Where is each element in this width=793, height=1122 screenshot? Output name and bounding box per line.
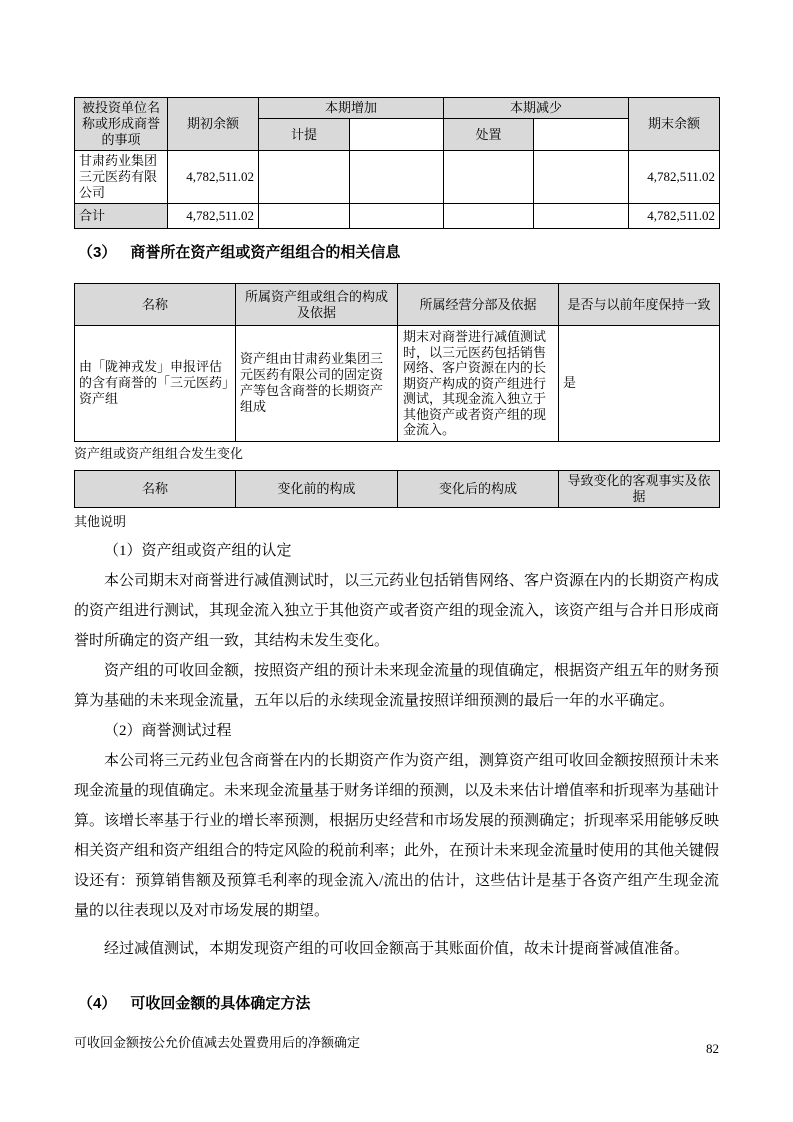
cell-total-closing-balance: 4,782,511.02 — [629, 204, 720, 229]
cell-total-label: 合计 — [75, 204, 168, 229]
col-header-decrease-other — [534, 119, 629, 151]
change-note: 资产组或资产组组合发生变化 — [74, 445, 244, 461]
col-header-composition: 所属资产组或组合的构成及依据 — [236, 284, 398, 326]
col-header-current-increase: 本期增加 — [259, 98, 444, 119]
cell-disposal — [444, 151, 534, 204]
col-header-opening-balance: 期初余额 — [168, 98, 259, 151]
paragraph-goodwill-test-process: 本公司将三元药业包含商誉在内的长期资产作为资产组，测算资产组可收回金额按照预计未来现金流量的现值确定。未来现金流量基于财务详细的预测，以及未来估计增值率和折现率为基础计算。该增长率基于行业的增长率预测，根据历史经营和市场发展的预测确定；折现率采用能够反映相关资产组和资产组组合的特定风险的税前利率；此外，在预计未来现金流量时使用的其他关键假设还有：预算销售额及预算毛利率的现金流入/流出的估计，这些估计是基于各资产组产生现金流量的以往表现以及对市场发展的期望。 — [74, 752, 720, 919]
section-4-title: 可收回金额的具体确定方法 — [130, 994, 311, 1012]
table-header-row-1 — [75, 98, 720, 119]
cell-provision — [259, 151, 350, 204]
table-row — [75, 151, 720, 204]
cell-opening-balance: 4,782,511.02 — [168, 151, 259, 204]
section-3-number: （3） — [78, 244, 117, 261]
sub-heading-2: （2）商誉测试过程 — [104, 722, 232, 739]
goodwill-movement-table — [74, 97, 720, 229]
col-header-before-change: 变化前的构成 — [236, 470, 398, 507]
table-row — [75, 326, 720, 442]
sub-heading-1: （1）资产组或资产组的认定 — [104, 542, 292, 559]
cell-total-decrease-other — [534, 204, 629, 229]
col-header-increase-other — [350, 119, 444, 151]
cell-total-disposal — [444, 204, 534, 229]
col-header-closing-balance: 期末余额 — [629, 98, 720, 151]
cell-decrease-other — [534, 151, 629, 204]
cell-total-opening-balance: 4,782,511.02 — [168, 204, 259, 229]
cell-closing-balance: 4,782,511.02 — [629, 151, 720, 204]
cell-total-provision — [259, 204, 350, 229]
col-header-change-name: 名称 — [75, 470, 236, 507]
col-header-change-reason: 导致变化的客观事实及依据 — [559, 470, 720, 507]
col-header-consistent: 是否与以前年度保持一致 — [559, 284, 720, 326]
paragraph-asset-group-identification-2: 资产组的可收回金额，按照资产组的预计未来现金流量的现值确定，根据资产组五年的财务预算为基础的未来现金流量，五年以后的永续现金流量按照详细预测的最后一年的水平确定。 — [74, 662, 720, 709]
paragraph-impairment-conclusion: 经过减值测试，本期发现资产组的可收回金额高于其账面价值，故未计提商誉减值准备。 — [104, 940, 690, 957]
cell-total-increase-other — [350, 204, 444, 229]
section-3-heading — [78, 243, 793, 263]
col-header-provision: 计提 — [259, 119, 350, 151]
table-row-total — [75, 204, 720, 229]
cell-investee-name: 甘肃药业集团三元医药有限公司 — [75, 151, 168, 204]
cell-asset-group-name: 由「陇神戎发」申报评估的含有商誉的「三元医药」资产组 — [75, 326, 236, 442]
asset-group-header-row — [75, 284, 720, 326]
recoverable-amount-note: 可收回金额按公允价值减去处置费用后的净额确定 — [74, 1034, 361, 1050]
change-table — [74, 470, 720, 508]
col-header-segment: 所属经营分部及依据 — [398, 284, 559, 326]
asset-group-table — [74, 283, 720, 442]
col-header-after-change: 变化后的构成 — [398, 470, 559, 507]
col-header-investee: 被投资单位名称或形成商誉的事项 — [75, 98, 168, 151]
cell-asset-group-segment: 期末对商誉进行减值测试时，以三元医药包括销售网络、客户资源在内的长期资产构成的资产组进行测试，其现金流入独立于其他资产或者资产组的现金流入。 — [398, 326, 559, 442]
cell-asset-group-consistent: 是 — [559, 326, 720, 442]
col-header-disposal: 处置 — [444, 119, 534, 151]
page-number: 82 — [706, 1041, 719, 1056]
change-table-header-row — [75, 470, 720, 507]
paragraph-asset-group-identification-1: 本公司期末对商誉进行减值测试时，以三元药业包括销售网络、客户资源在内的长期资产构成的资产组进行测试，其现金流入独立于其他资产或者资产组的现金流入，该资产组与合并日形成商誉时所确定的资产组一致，其结构未发生变化。 — [74, 572, 720, 649]
cell-increase-other — [350, 151, 444, 204]
section-3-title: 商誉所在资产组或资产组组合的相关信息 — [130, 244, 401, 261]
cell-asset-group-composition: 资产组由甘肃药业集团三元医药有限公司的固定资产等包含商誉的长期资产组成 — [236, 326, 398, 442]
section-4-number: （4） — [78, 994, 117, 1012]
section-4-heading — [78, 994, 793, 1014]
col-header-current-decrease: 本期减少 — [444, 98, 629, 119]
col-header-name: 名称 — [75, 284, 236, 326]
other-note: 其他说明 — [74, 513, 127, 529]
